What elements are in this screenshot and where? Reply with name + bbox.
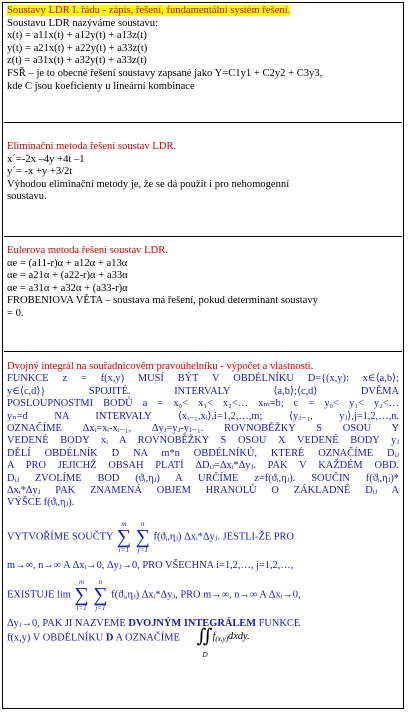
text-row: m→∞, n→∞ A Δxᵢ→0, Δyⱼ→0, PRO VŠECHNA i=1,2,…, j=1,2,…,	[7, 559, 294, 571]
intro-text: Soustavu LDR nazýváme soustavu:	[7, 17, 158, 29]
sum-row	[7, 520, 399, 554]
text-row: f(ϑᵢ,ηⱼ) Δxᵢ*Δyⱼ, PRO m→∞, n→∞ A Δxᵢ→0,	[111, 589, 301, 601]
integral-icon: ∬	[196, 625, 213, 647]
sum-symbol	[93, 578, 107, 612]
term-double-integral: DVOJNÝM INTEGRÁLEM	[128, 618, 256, 630]
sum-upper: m	[121, 519, 127, 528]
domain-symbol: D	[105, 632, 114, 644]
equation: y(t) = a21x(t) + a22y(t) + a33z(t)	[7, 42, 148, 54]
sum-lower: i=1	[118, 545, 129, 554]
text-row: POSLOUPNOSTMI BODŮ a = x₀< x₁< x₂<… xₘ=b; c = y₀< y₁< y₂<…	[7, 398, 399, 410]
equation: z(t) = a31x(t) + a32y(t) + a33z(t)	[7, 55, 147, 67]
sum-upper: m	[79, 578, 85, 587]
sum-lower: j=1	[137, 545, 148, 554]
sum-symbol	[136, 520, 150, 554]
integrand-tail: dxdy.	[228, 630, 250, 642]
integrand-sub: (x,y)	[215, 634, 229, 643]
text-row: Dᵢⱼ ZVOLÍME BOD (ϑᵢ,ηⱼ) A URČÍME z=f(ϑᵢ,ηⱼ). SOUČIN f(ϑᵢ,ηⱼ)*	[7, 472, 399, 484]
section-title: Soustavy LDR I. řádu - zápis, řešení, fundamentální systém řešení.	[7, 5, 291, 16]
text-row: y∈⟨c,d⟩} SPOJITÉ. INTERVALY ⟨a,b⟩;⟨c,d⟩ DVĚMA	[7, 385, 399, 397]
text-row: VEDENÉ BODY xᵢ A ROVNOBĚŽKY S OSOU X VEDENÉ BODY yⱼ	[7, 435, 399, 447]
sum-upper: n	[98, 578, 103, 587]
text-row: A PRO JEJICHŽ OBSAH PLATÍ ΔDᵢⱼ=Δxᵢ*Δyⱼ. PAK V KAŽDÉM OBD.	[7, 460, 399, 472]
text-row: yₙ=d NA INTERVALY ⟨xᵢ₋₁,xᵢ⟩,i=1,2,…,m; ⟨yⱼ₋₁, yⱼ⟩,j=1,2,…,n.	[7, 410, 399, 422]
text-fragment: FUNKCE	[258, 618, 301, 630]
text-fragment: A OZNAČÍME	[115, 632, 180, 644]
text-row: VÝŠCE f(ϑᵢ,ηⱼ).	[7, 497, 75, 509]
section-title: Eliminační metoda řešení soustav LDR.	[7, 141, 177, 152]
equation: αe = (a11-r)α + a12α + a13α	[7, 257, 128, 269]
body-text: FROBENIOVA VĚTA – soustava má řešení, pokud determinant soustavy	[7, 295, 318, 307]
equation: αe = a31α + a32α + (a33-r)α	[7, 282, 128, 294]
document-page	[2, 2, 404, 709]
section-title: Dvojný integrál na souřadnicověm pravoúhelníku - výpočet a vlastnosti.	[7, 361, 314, 372]
equation: αe = a21α + (a22-r)α + a33α	[7, 270, 128, 282]
section-double-integral	[4, 352, 402, 708]
sum-symbol	[74, 578, 88, 612]
sigma-icon: ∑	[74, 584, 89, 607]
sum-lower: j=1	[95, 604, 106, 613]
text-row: OZNAČÍME Δxᵢ=xᵢ-xᵢ₋₁, Δyⱼ=yⱼ-yⱼ₋₁. ROVNOBĚŽKY S OSOU Y	[7, 423, 399, 435]
fsr-text: kde C jsou koeficienty u lineární kombinace	[7, 80, 195, 92]
integrand: f	[212, 630, 216, 642]
text-fragment: f(x,y) V OBDÉLNÍKU	[7, 632, 104, 644]
section-euler	[4, 237, 402, 352]
sum-lower: i=1	[76, 604, 87, 613]
sigma-icon: ∑	[135, 525, 150, 548]
sum-symbol	[117, 520, 131, 554]
section-title: Eulerova metoda řešení soustav LDR.	[7, 245, 168, 256]
sum-upper: n	[140, 519, 145, 528]
body-text: Výhodou eliminační metody je, že se dá použít i pro nehomogenní	[7, 178, 290, 190]
sigma-icon: ∑	[93, 584, 108, 607]
body-text: = 0.	[7, 307, 24, 319]
text-row: Δxᵢ*Δyⱼ PAK ZNAMENÁ OBJEM HRANOLŮ O ZÁKLADNĚ Dᵢⱼ A	[7, 485, 399, 497]
text-row: f(ϑᵢ,ηⱼ) Δxᵢ*Δyⱼ. JESTLI-ŽE PRO	[153, 531, 294, 543]
equation: x(t) = a11x(t) + a12y(t) + a13z(t)	[7, 30, 147, 42]
definition-text	[7, 373, 399, 659]
section-elimination	[4, 123, 402, 237]
text-row: VYTVOŘÍME SOUČTY	[7, 531, 114, 543]
integral-domain: D	[202, 650, 208, 659]
equation: y´= -x +y +3/2t	[7, 166, 73, 178]
text-fragment: Δyⱼ→0, PAK JI NAZVEME	[7, 618, 126, 630]
fsr-text: FSŘ – je to obecné řešení soustavy zapsané jako Y=C1y1 + C2y2 + C3y3,	[7, 67, 323, 79]
text-row: EXISTUJE lim	[7, 589, 71, 601]
sigma-icon: ∑	[116, 525, 131, 548]
limit-row	[7, 578, 399, 612]
text-row: FUNKCE z = f(x,y) MUSÍ BÝT V OBDÉLNÍKU D={(x,y): x∈⟨a,b⟩;	[7, 373, 399, 385]
equation: x´=-2x –4y +4t –1	[7, 153, 85, 165]
section-ldr-systems	[4, 3, 402, 123]
body-text: soustavu.	[7, 191, 47, 203]
text-row: DĚLÍ OBDÉLNÍK D NA m*n OBDÉLNÍKŮ, KTERÉ OZNAČÍME Dᵢⱼ	[7, 447, 399, 459]
text-row	[7, 625, 399, 659]
double-integral-formula	[196, 625, 250, 659]
